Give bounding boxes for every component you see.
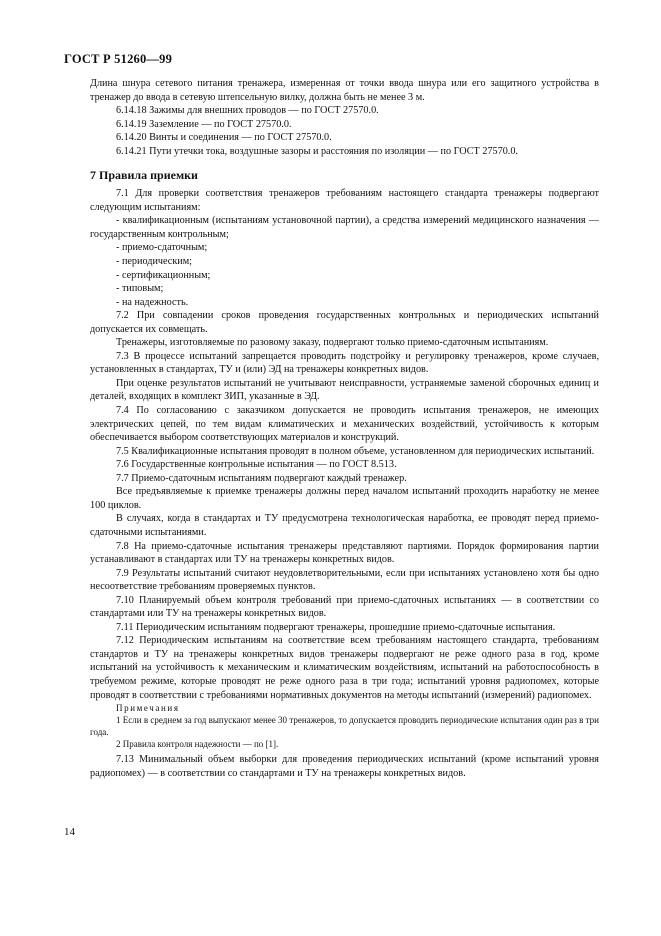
list-item: - квалификационным (испытаниям установочной партии), а средства измерений медицинского назначения — государственным контрольным; (90, 215, 599, 240)
clause-7-6: 7.6 Государственные контрольные испытания — по ГОСТ 8.513. (116, 459, 397, 471)
clause-7-1: 7.1 Для проверки соответствия тренажеров требованиям настоящего стандарта тренажеры подвергают следующим испытаниям: (90, 188, 599, 213)
clause-7-9: 7.9 Результаты испытаний считают неудовлетворительными, если при испытаниях установлено хотя бы одно несоответствие требованиям проверяемых пунктов. (90, 567, 599, 593)
list-item: - на надежность. (116, 296, 189, 308)
clause-6-14-19: 6.14.19 Заземление — по ГОСТ 27570.0. (116, 118, 292, 130)
clause-7-2-note: Тренажеры, изготовляемые по разовому заказу, подвергают только приемо-сдаточным испытаниям. (116, 337, 549, 349)
clause-7-13: 7.13 Минимальный объем выборки для проведения периодических испытаний (кроме испытаний уровня радиопомех) — в соответствии со стандартами и ТУ на тренажеры конкретных видов. (90, 754, 599, 779)
clause-7-3-note: При оценке результатов испытаний не учитывают неисправности, устраняемые заменой сборочных единиц и деталей, входящих в комплект ЗИП, указанные в ЭД. (90, 377, 599, 403)
clause-6-14-20: 6.14.20 Винты и соединения — по ГОСТ 27570.0. (116, 132, 332, 144)
clause-6-14-21: 6.14.21 Пути утечки тока, воздушные зазоры и расстояния по изоляции — по ГОСТ 27570.0. (116, 145, 518, 157)
document-body (90, 77, 599, 780)
page-number: 14 (64, 826, 75, 838)
clause-7-7-tech: В случаях, когда в стандартах и ТУ предусмотрена технологическая наработка, ее проводят перед приемо-сдаточными испытаниями. (90, 513, 599, 538)
clause-7-8: 7.8 На приемо-сдаточные испытания тренажеры представляют партиями. Порядок формирования партии устанавливают в стандартах или ТУ на тренажеры конкретных видов. (90, 540, 599, 566)
clause-7-7: 7.7 Приемо-сдаточным испытаниям подвергают каждый тренажер. (116, 472, 407, 484)
clause-7-2: 7.2 При совпадении сроков проведения государственных контрольных и периодических испытаний допускается их совмещать. (90, 310, 599, 335)
clause-7-5: 7.5 Квалификационные испытания проводят в полном объеме, установленном для периодических испытаний. (116, 445, 595, 457)
list-item: - периодическим; (116, 256, 192, 268)
note-2: 2 Правила контроля надежности — по [1]. (116, 739, 279, 750)
section-title: 7 Правила приемки (90, 168, 198, 183)
clause-6-14-18: 6.14.18 Зажимы для внешних проводов — по ГОСТ 27570.0. (116, 105, 379, 117)
clause-7-11: 7.11 Периодическим испытаниям подвергают тренажеры, прошедшие приемо-сдаточные испытания. (116, 621, 556, 633)
clause-7-10: 7.10 Планируемый объем контроля требований при приемо-сдаточных испытаниях — в соответствии со стандартами или ТУ на тренажеры конкретных видов. (90, 594, 599, 620)
list-item: - сертификационным; (116, 269, 211, 281)
document-header: ГОСТ Р 51260—99 (64, 52, 173, 66)
notes-heading: Примечания (116, 703, 180, 714)
intro-cord-length: Длина шнура сетевого питания тренажера, измеренная от точки ввода шнура или его защитного устройства в тренажер до ввода в сетевую штепсельную вилку, должна быть не менее 3 м. (90, 78, 599, 103)
clause-7-4: 7.4 По согласованию с заказчиком допускается не проводить испытания тренажеров, не имеющих электрических цепей, по тем видам климатических и механических воздействий, устойчивость к которым обеспечивается выбором соответствующих материалов и конструкций. (90, 405, 599, 444)
note-1: 1 Если в среднем за год выпускают менее 30 тренажеров, то допускается проводить периодические испытания один раз в три года. (90, 715, 599, 738)
notes-block (90, 702, 599, 750)
list-item: - типовым; (116, 283, 164, 295)
list-item: - приемо-сдаточным; (116, 242, 208, 254)
clause-7-3: 7.3 В процессе испытаний запрещается проводить подстройку и регулировку тренажеров, кроме случаев, установленных в стандартах, ТУ и (или) ЭД на тренажеры конкретных видов. (90, 350, 599, 376)
clause-7-12: 7.12 Периодическим испытаниям на соответствие всем требованиям настоящего стандарта, требованиям стандартов и ТУ на тренажеры конкретных видов тренажеры подвергают не реже одного раза в год, кроме испытаний на устойчивость к механическим и климатическим воздействиям, испытаний на работоспособность в требуемом режиме, которые проводят не реже одного раза в три года; испытаний уровня радиопомех, которые проводят в соответствии с требованиями нормативных документов на методы испытаний (измерений) радиопомех. (90, 635, 599, 701)
clause-7-7-runin: Все предъявляемые к приемке тренажеры должны перед началом испытаний проходить наработку не менее 100 циклов. (90, 486, 599, 511)
